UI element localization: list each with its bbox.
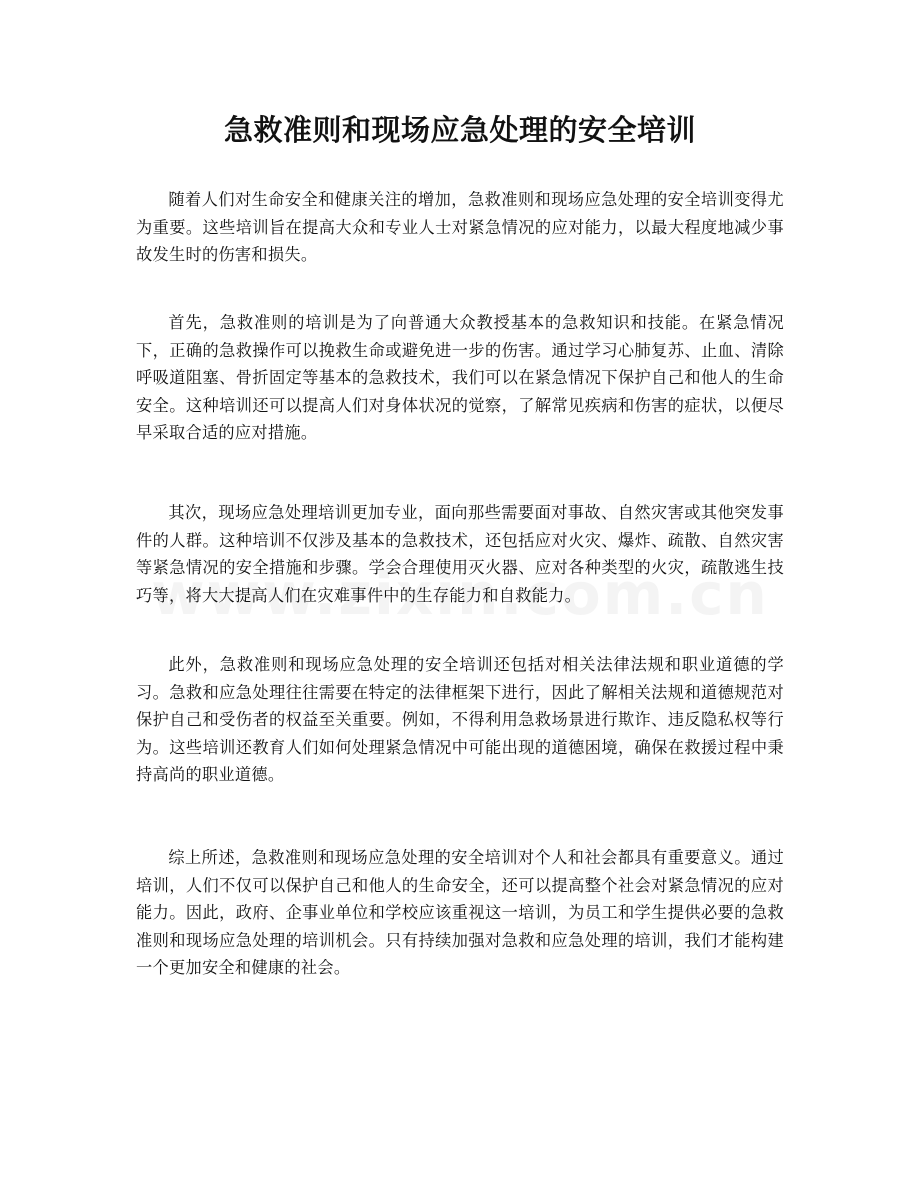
paragraph-intro: 随着人们对生命安全和健康关注的增加，急救准则和现场应急处理的安全培训变得尤为重要。这些培训旨在提高大众和专业人士对紧急情况的应对能力，以最大程度地减少事故发生时的伤害和损失。 [136,190,784,265]
paragraph-onsite-emergency: 其次，现场应急处理培训更加专业，面向那些需要面对事故、自然灾害或其他突发事件的人群。这种培训不仅涉及基本的急救技术，还包括应对火灾、爆炸、疏散、自然灾害等紧急情况的安全措施和步骤。学会合理使用灭火器、应对各种类型的火灾，疏散逃生技巧等，将大大提高人们在灾难事件中的生存能力和自救能力。 [136,503,784,605]
paragraph-conclusion: 综上所述，急救准则和现场应急处理的安全培训对个人和社会都具有重要意义。通过培训，人们不仅可以保护自己和他人的生命安全，还可以提高整个社会对紧急情况的应对能力。因此，政府、企事业单位和学校应该重视这一培训，为员工和学生提供必要的急救准则和现场应急处理的培训机会。只有持续加强对急救和应急处理的培训，我们才能构建一个更加安全和健康的社会。 [136,848,784,978]
paragraph-law-ethics: 此外，急救准则和现场应急处理的安全培训还包括对相关法律法规和职业道德的学习。急救和应急处理往往需要在特定的法律框架下进行，因此了解相关法规和道德规范对保护自己和受伤者的权益至关重要。例如，不得利用急救场景进行欺诈、违反隐私权等行为。这些培训还教育人们如何处理紧急情况中可能出现的道德困境，确保在救援过程中秉持高尚的职业道德。 [136,655,784,785]
document-title: 急救准则和现场应急处理的安全培训 [223,113,696,147]
paragraph-first-aid-basics: 首先，急救准则的培训是为了向普通大众教授基本的急救知识和技能。在紧急情况下，正确的急救操作可以挽救生命或避免进一步的伤害。通过学习心肺复苏、止血、清除呼吸道阻塞、骨折固定等基本的急救技术，我们可以在紧急情况下保护自己和他人的生命安全。这种培训还可以提高人们对身体状况的觉察，了解常见疾病和伤害的症状，以便尽早采取合适的应对措施。 [136,313,784,443]
